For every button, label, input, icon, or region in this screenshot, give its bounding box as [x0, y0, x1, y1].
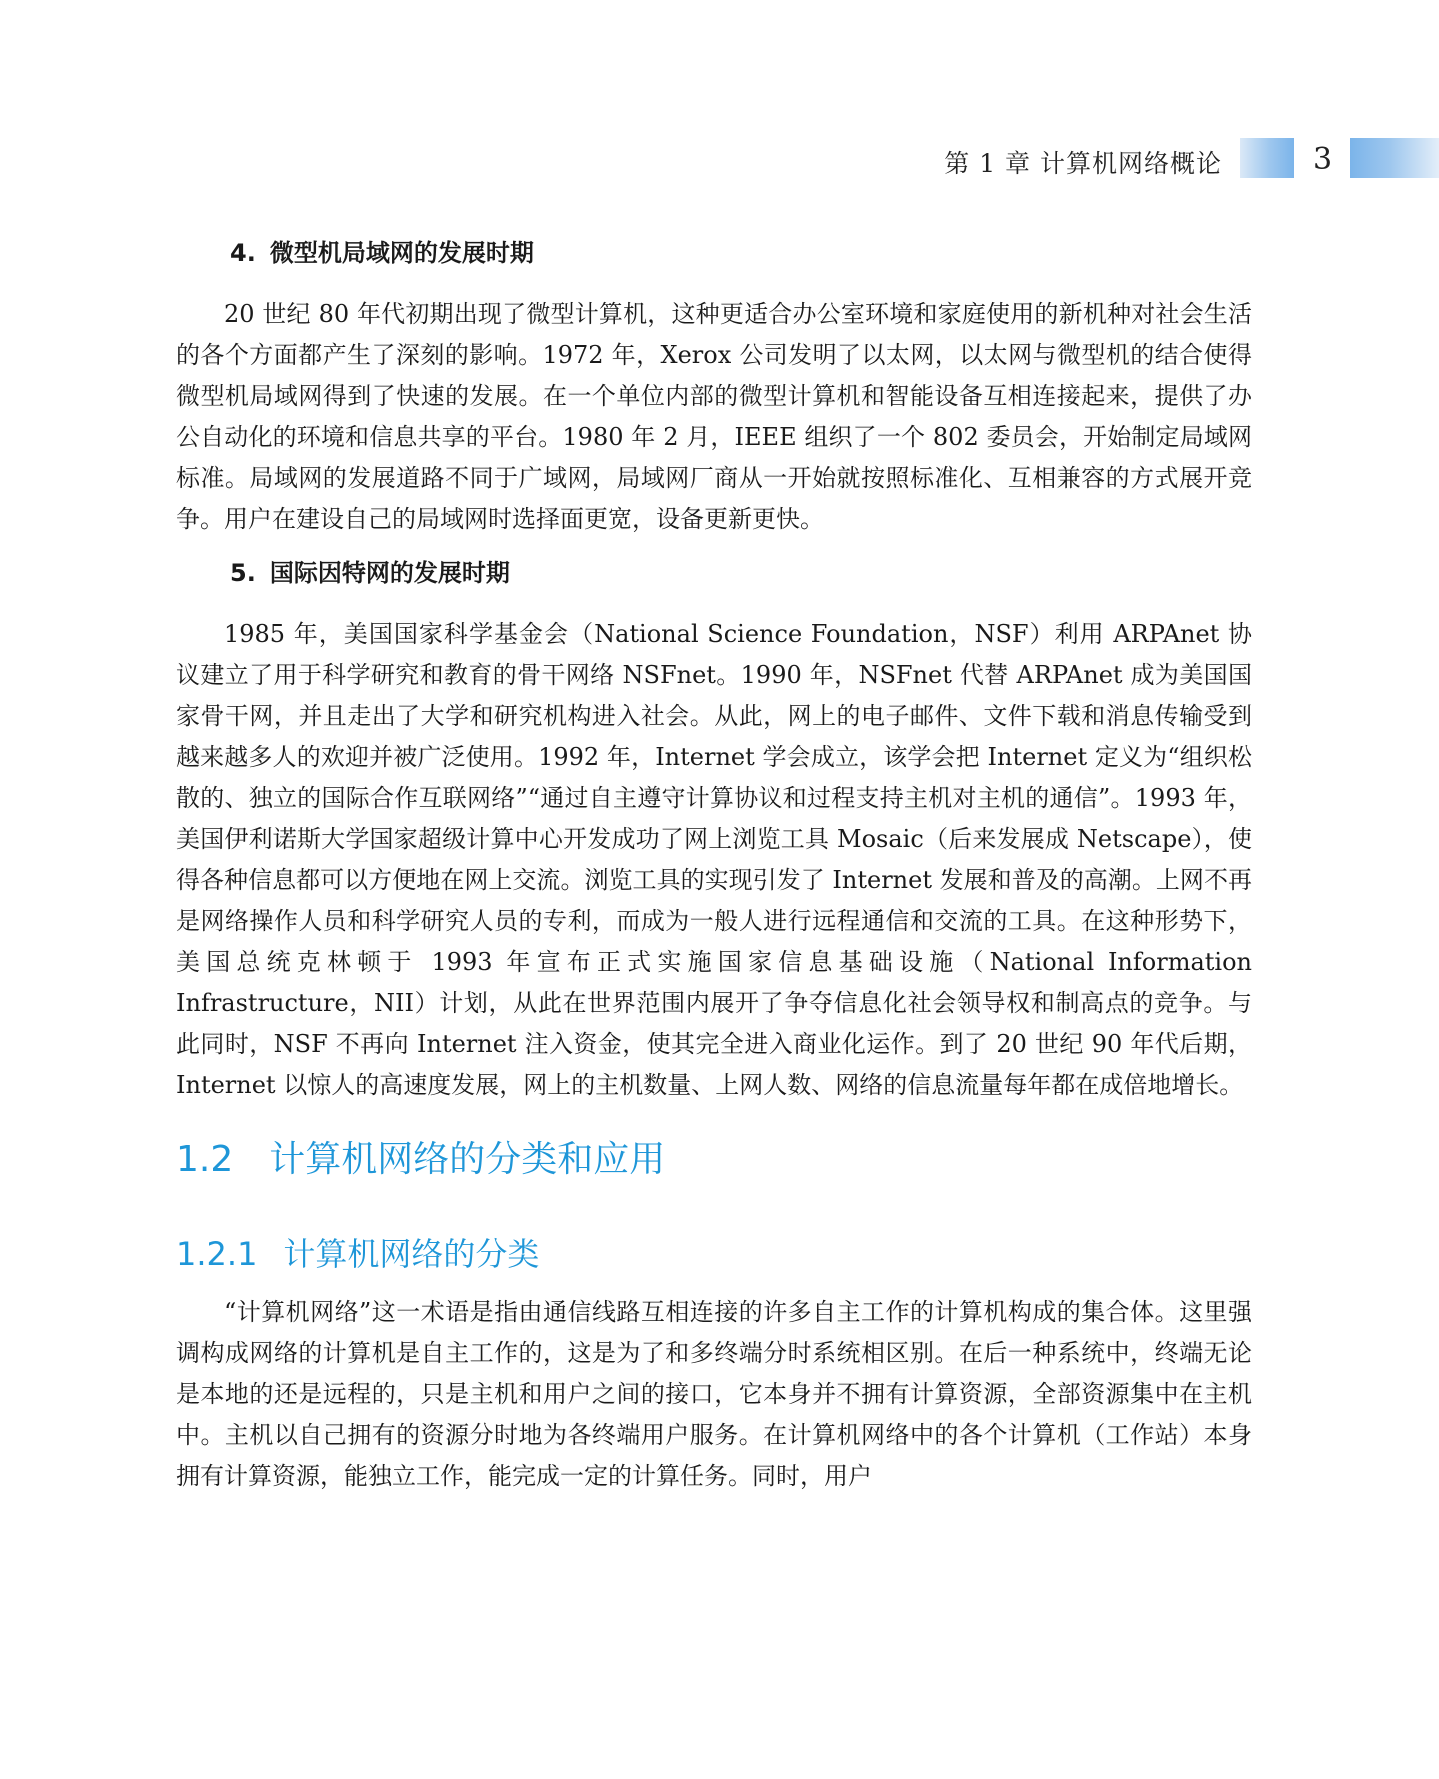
section-title-text: 计算机网络的分类和应用: [269, 1139, 666, 1180]
section-number: 1.2: [176, 1139, 234, 1180]
paragraph-section-5: 1985 年，美国国家科学基金会（National Science Foundation，NSF）利用 ARPAnet 协议建立了用于科学研究和教育的骨干网络 NSFnet。1990 年，NSFnet 代替 ARPAnet 成为美国国家骨干网，并且走出了大学和研究机构进入社会。从此，网上的电子邮件、文件下载和消息传输受到越来越多人的欢迎并被广泛使用。1992 年，Internet 学会成立，该学会把 Internet 定义为“组织松散的、独立的国际合作互联网络”“通过自主遵守计算协议和过程支持主机对主机的通信”。1993 年，美国伊利诺斯大学国家超级计算中心开发成功了网上浏览工具 Mosaic（后来发展成 Netscape），使得各种信息都可以方便地在网上交流。浏览工具的实现引发了 Internet 发展和普及的高潮。上网不再是网络操作人员和科学研究人员的专利，而成为一般人进行远程通信和交流的工具。在这种形势下，美国总统克林顿于 1993 年宣布正式实施国家信息基础设施（National Information Infrastructure，NII）计划，从此在世界范围内展开了争夺信息化社会领导权和制高点的竞争。与此同时，NSF 不再向 Internet 注入资金，使其完全进入商业化运作。到了 20 世纪 90 年代后期，Internet 以惊人的高速度发展，网上的主机数量、上网人数、网络的信息流量每年都在成倍地增长。: [176, 620, 1252, 1099]
heading-text: 微型机局域网的发展时期: [269, 239, 534, 267]
page-number: 3: [1313, 142, 1333, 177]
heading-number: 4.: [230, 239, 256, 267]
section-heading-1-2: [176, 1130, 1252, 1190]
subsection-number: 1.2.1: [176, 1235, 258, 1273]
running-header: [0, 138, 1439, 182]
header-accent-bar-right: [1350, 138, 1439, 178]
subsection-title-text: 计算机网络的分类: [283, 1235, 540, 1273]
heading-number: 5.: [230, 559, 256, 587]
heading-section-4: [230, 232, 1252, 274]
paragraph-section-4: 20 世纪 80 年代初期出现了微型计算机，这种更适合办公室环境和家庭使用的新机种对社会生活的各个方面都产生了深刻的影响。1972 年，Xerox 公司发明了以太网，以太网与微型机的结合使得微型机局域网得到了快速的发展。在一个单位内部的微型计算机和智能设备互相连接起来，提供了办公自动化的环境和信息共享的平台。1980 年 2 月，IEEE 组织了一个 802 委员会，开始制定局域网标准。局域网的发展道路不同于广域网，局域网厂商从一开始就按照标准化、互相兼容的方式展开竞争。用户在建设自己的局域网时选择面更宽，设备更新更快。: [176, 300, 1252, 533]
page-body: [176, 232, 1252, 1497]
paragraph-section-1-2-1: “计算机网络”这一术语是指由通信线路互相连接的许多自主工作的计算机构成的集合体。这里强调构成网络的计算机是自主工作的，这是为了和多终端分时系统相区别。在后一种系统中，终端无论是本地的还是远程的，只是主机和用户之间的接口，它本身并不拥有计算资源，全部资源集中在主机中。主机以自己拥有的资源分时地为各终端用户服务。在计算机网络中的各个计算机（工作站）本身拥有计算资源，能独立工作，能完成一定的计算任务。同时，用户: [176, 1298, 1252, 1490]
heading-text: 国际因特网的发展时期: [269, 559, 510, 587]
header-accent-bar-left: [1240, 138, 1294, 178]
heading-section-5: [230, 552, 1252, 594]
subsection-heading-1-2-1: [176, 1228, 1252, 1280]
chapter-title: 第 1 章 计算机网络概论: [944, 149, 1222, 178]
